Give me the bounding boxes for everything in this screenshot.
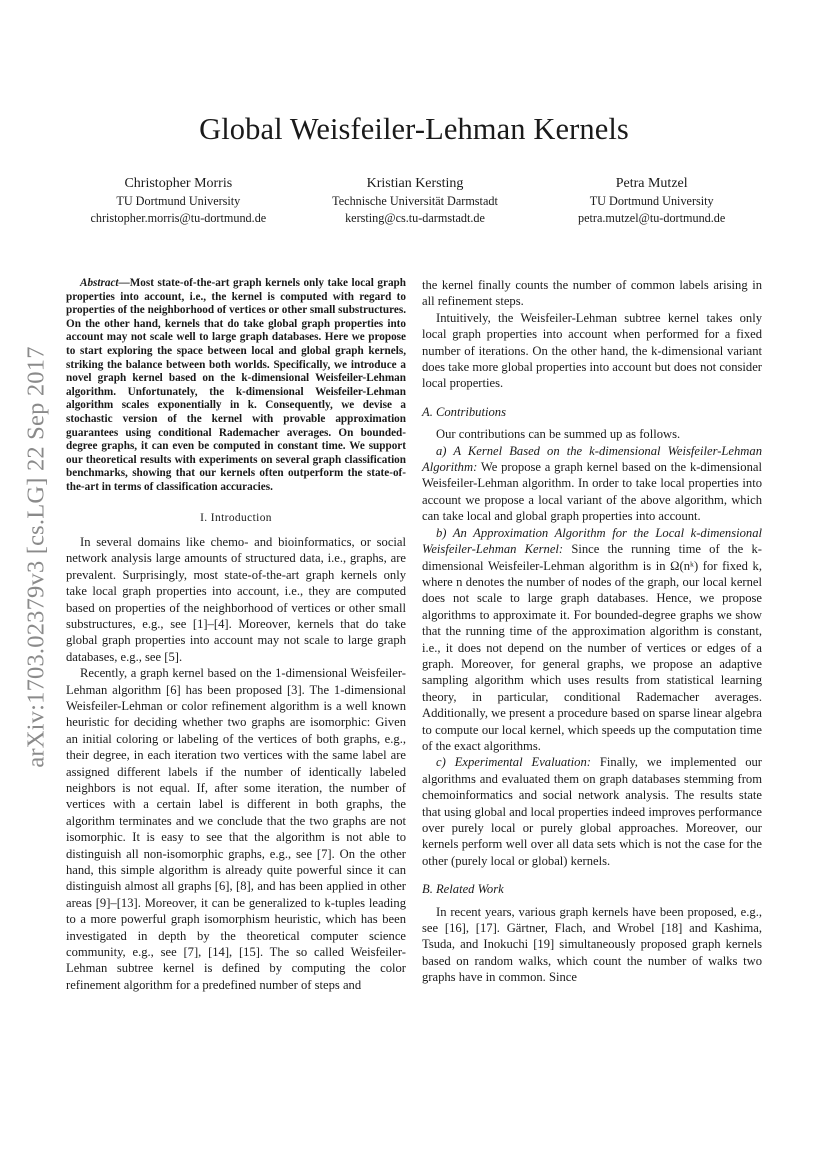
abstract-text: —Most state-of-the-art graph kernels only take local graph properties into account, i.e., the kernel is computed with regard to properties of the neighborhood of vertices or other small substructures. On the other hand, kernels that do take global graph properties into account may not scale well to large graph databases. Here we propose to start exploring the space between local and global graph kernels, striking the balance between both worlds. Specifically, we introduce a novel graph kernel based on the k-dimensional Weisfeiler-Lehman algorithm. Unfortunately, the k-dimensional Weisfeiler-Lehman algorithm scales exponentially in k. Consequently, we devise a stochastic version of the kernel with provable approximation guarantees using conditional Rademacher averages. On bounded-degree graphs, it can even be computed in constant time. We support our theoretical results with experiments on several graph classification benchmarks, showing that our kernels often outperform the state-of-the-art in terms of classification accuracies. xyxy=(66,277,406,493)
arxiv-id: arXiv:1703.02379v3 [cs.LG] 22 Sep 2017 xyxy=(23,346,51,768)
contribution-b xyxy=(422,525,762,755)
right-column xyxy=(422,277,762,986)
author-1 xyxy=(60,174,297,227)
intro-paragraph-2: Recently, a graph kernel based on the 1-dimensional Weisfeiler-Lehman algorithm [6] has been proposed [3]. The 1-dimensional Weisfeiler-Lehman or color refinement algorithm is a well known heuristic for deciding whether two graphs are isomorphic: Given an initial coloring or labeling of the vertices of both graphs, e.g., their degree, in each iteration two vertices with the same label are assigned different labels if the number of identically labeled neighbors is not equal. If, after some iteration, the number of vertices with a certain label is different in both graphs, the algorithm terminates and we conclude that the two graphs are not isomorphic. It is easy to see that the algorithm is not able to distinguish all non-isomorphic graphs, e.g., see [7]. On the other hand, this simple algorithm is already quite powerful since it can distinguish almost all graphs [6], [8], and has been applied in other areas [9]–[13]. Moreover, it can be generalized to k-tuples leading to a more powerful graph isomorphism heuristic, which has been investigated in depth by the theoretical computer science community, e.g., see [7], [14], [15]. The so called Weisfeiler-Lehman subtree kernel is defined by computing the color refinement algorithm for a predefined number of steps and xyxy=(66,666,406,992)
abstract-label: Abstract xyxy=(80,277,119,289)
subsection-heading: B. Related Work xyxy=(422,882,504,897)
author-affiliation: Technische Universität Darmstadt xyxy=(332,194,498,208)
intro-paragraph-3: the kernel finally counts the number of common labels arising in all refinement steps. xyxy=(422,278,762,309)
intro-paragraph-4: Intuitively, the Weisfeiler-Lehman subtree kernel takes only local graph properties into account when performed for a fixed number of iterations. On the other hand, the k-dimensional variant does take more global properties into account but does not consider local properties. xyxy=(422,310,762,391)
author-email: kersting@cs.tu-darmstadt.de xyxy=(345,211,485,225)
contribution-c-heading: c) Experimental Evaluation: xyxy=(436,755,591,770)
author-affiliation: TU Dortmund University xyxy=(589,194,714,208)
section-heading: I. Introduction xyxy=(200,511,272,524)
author-name: Christopher Morris xyxy=(124,176,233,191)
contributions-intro: Our contributions can be summed up as follows. xyxy=(436,427,681,442)
author-email: petra.mutzel@tu-dortmund.de xyxy=(578,211,726,225)
author-name: Kristian Kersting xyxy=(366,176,464,191)
author-email: christopher.morris@tu-dortmund.de xyxy=(90,211,267,225)
author-2 xyxy=(297,174,534,227)
arxiv-stamp xyxy=(18,312,56,802)
contribution-b-text: Since the running time of the k-dimensional Weisfeiler-Lehman algorithm is in Ω(nᵏ) for fixed k, where n denotes the number of nodes of the graph, our local kernel does not scale to large graph databases. Hence, we propose algorithms to approximate it. For bounded-degree graphs we show that the running time of the approximation algorithm is constant, i.e., it does not depend on the number of vertices or edges of a graph. Moreover, for general graphs, we propose an adaptive sampling algorithm which uses results from statistical learning theory, in particular, conditional Rademacher averages. Additionally, we present a procedure based on sparse linear algebra to compute our local kernel, which speeds up the computation time of the exact algorithms. xyxy=(422,542,762,753)
paper-title: Global Weisfeiler-Lehman Kernels xyxy=(199,112,629,146)
intro-paragraph-1: In several domains like chemo- and bioinformatics, or social network analysis large amounts of structured data, i.e., graphs, are prevalent. Surprisingly, most state-of-the-art graph kernels only take local graph properties into account, i.e., they are computed based on properties of the neighborhood of vertices or other small substructures, e.g., see [1]–[4]. Moreover, kernels that do take global graph properties into account may not scale to large graph databases, e.g., see [5]. xyxy=(66,534,406,664)
contribution-a-heading: a) A Kernel Based on the k-dimensional Weisfeiler-Lehman Algorithm: xyxy=(422,443,762,475)
left-column xyxy=(66,277,406,993)
contribution-b-heading: b) An Approximation Algorithm for the Local k-dimensional Weisfeiler-Lehman Kernel: xyxy=(422,525,762,557)
author-affiliation: TU Dortmund University xyxy=(116,194,241,208)
contribution-c-text: Finally, we implemented our algorithms and evaluated them on graph databases stemming from chemoinformatics and social network analysis. The results state that using global and local properties indeed improves performance over purely local or purely global approaches. Moreover, our kernels perform well over all data sets which is not the case for the other (purely local or global) kernels. xyxy=(422,755,762,868)
author-3 xyxy=(533,174,770,227)
contribution-a xyxy=(422,443,762,525)
contribution-c xyxy=(422,754,762,869)
author-name: Petra Mutzel xyxy=(615,176,688,191)
contribution-a-text: We propose a graph kernel based on the k-dimensional Weisfeiler-Lehman algorithm. In order to take local properties into account we propose a local variant of the above algorithm, which can take local and global graph properties into account. xyxy=(422,460,762,524)
author-block xyxy=(60,174,770,227)
related-paragraph-1: In recent years, various graph kernels have been proposed, e.g., see [16], [17]. Gärtner, Flach, and Wrobel [18] and Kashima, Tsuda, and Inokuchi [19] simultaneously proposed graph kernels based on random walks, which count the number of walks two graphs have in common. Since xyxy=(422,904,762,985)
subsection-heading: A. Contributions xyxy=(422,404,506,419)
abstract xyxy=(66,277,406,495)
